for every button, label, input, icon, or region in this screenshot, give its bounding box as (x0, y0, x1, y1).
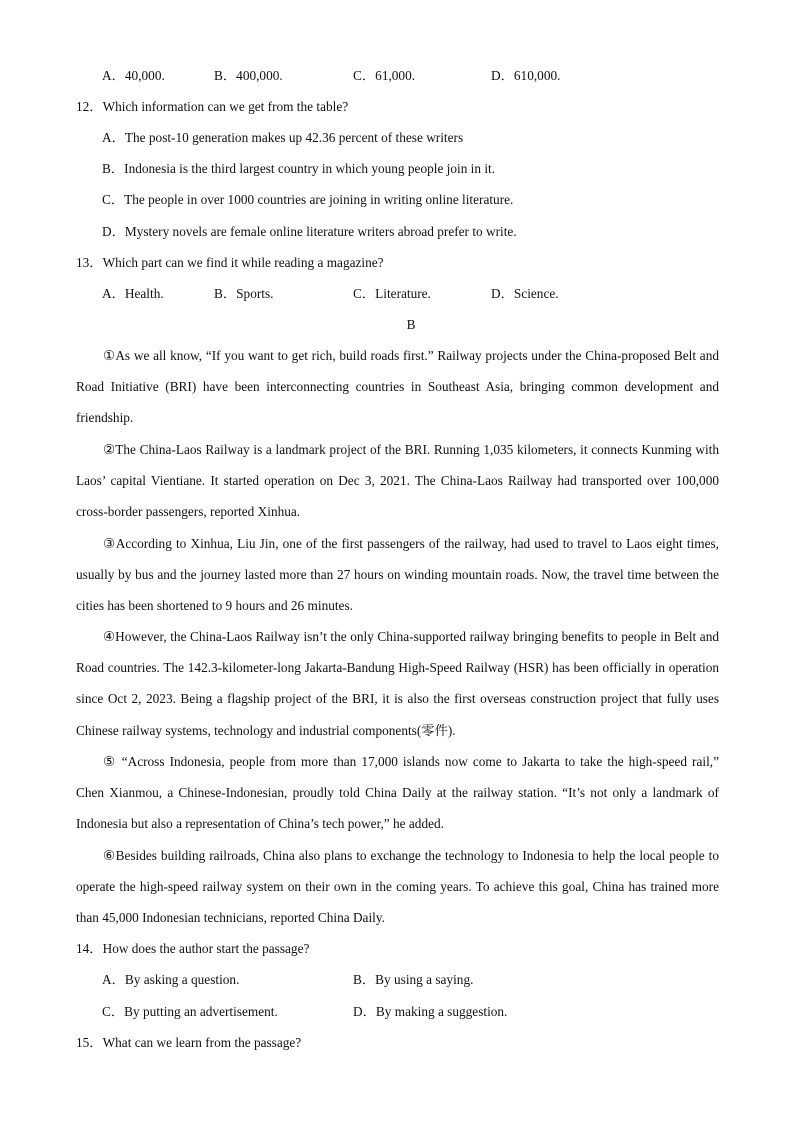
passage-paragraph-3: ③According to Xinhua, Liu Jin, one of the first passengers of the railway, had used to travel to Laos eight times, usually by bus and the journey lasted more than 27 hours on winding mountain roads. Now, the travel time between the cities has been shortened to 9 hours and 26 minutes. (76, 536, 719, 614)
q11-option-d[interactable]: D．610,000. (491, 68, 561, 83)
passage-paragraph-6: ⑥Besides building railroads, China also plans to exchange the technology to Indonesia to help the local people to operate the high-speed railway system on their own in the coming years. To achieve this goal, China has trained more than 45,000 Indonesian technicians, reported China Daily. (76, 848, 719, 926)
passage-paragraph-4: ④However, the China-Laos Railway isn’t the only China-supported railway bringing benefits to people in Belt and Road countries. The 142.3-kilometer-long Jakarta-Bandung High-Speed Railway (HSR) has been officially in operation since Oct 2, 2023. Being a flagship project of the BRI, it is also the first overseas construction project that fully uses Chinese railway systems, technology and industrial components(零件). (76, 629, 719, 738)
passage-paragraph-5: ⑤ “Across Indonesia, people from more than 17,000 islands now come to Jakarta to take the high-speed rail,” Chen Xianmou, a Chinese-Indonesian, proudly told China Daily at the railway station. “It’s not only a landmark of Indonesia but also a representation of China’s tech power,” he added. (76, 754, 719, 832)
q14-option-c[interactable]: C．By putting an advertisement. (102, 1004, 278, 1019)
q14-options-row-2 (0, 1003, 794, 1021)
passage-paragraph-2: ②The China-Laos Railway is a landmark project of the BRI. Running 1,035 kilometers, it connects Kunming with Laos’ capital Vientiane. It started operation on Dec 3, 2021. The China-Laos Railway had transported over 100,000 cross-border passengers, reported Xinhua. (76, 442, 719, 520)
q12-option-a[interactable]: A．The post-10 generation makes up 42.36 percent of these writers (102, 130, 464, 145)
passage-paragraph-1: ①As we all know, “If you want to get rich, build roads first.” Railway projects under the China-proposed Belt and Road Initiative (BRI) have been interconnecting countries in Southeast Asia, bringing common development and friendship. (76, 348, 719, 426)
q14-option-a[interactable]: A．By asking a question. (102, 972, 240, 987)
q12-stem: 12．Which information can we get from the table? (76, 99, 349, 114)
q12-option-b[interactable]: B．Indonesia is the third largest country in which young people join in it. (102, 161, 496, 176)
q15-stem: 15．What can we learn from the passage? (76, 1035, 302, 1050)
q14-stem: 14．How does the author start the passage? (76, 941, 310, 956)
q13-option-d[interactable]: D．Science. (491, 286, 559, 301)
q11-options (0, 67, 794, 85)
q12-option-d[interactable]: D．Mystery novels are female online literature writers abroad prefer to write. (102, 224, 517, 239)
q13-options (0, 285, 794, 303)
q14-option-b[interactable]: B．By using a saying. (353, 972, 474, 987)
q13-stem: 13．Which part can we find it while reading a magazine? (76, 255, 384, 270)
q11-option-c[interactable]: C．61,000. (353, 68, 416, 83)
section-b-title: B (406, 317, 416, 332)
q11-option-a[interactable]: A．40,000. (102, 68, 165, 83)
q14-options-row-1 (0, 971, 794, 989)
q14-option-d[interactable]: D．By making a suggestion. (353, 1004, 508, 1019)
q13-option-a[interactable]: A．Health. (102, 286, 164, 301)
q11-option-b[interactable]: B．400,000. (214, 68, 283, 83)
q13-option-b[interactable]: B．Sports. (214, 286, 274, 301)
q12-option-c[interactable]: C．The people in over 1000 countries are joining in writing online literature. (102, 192, 514, 207)
q13-option-c[interactable]: C．Literature. (353, 286, 431, 301)
